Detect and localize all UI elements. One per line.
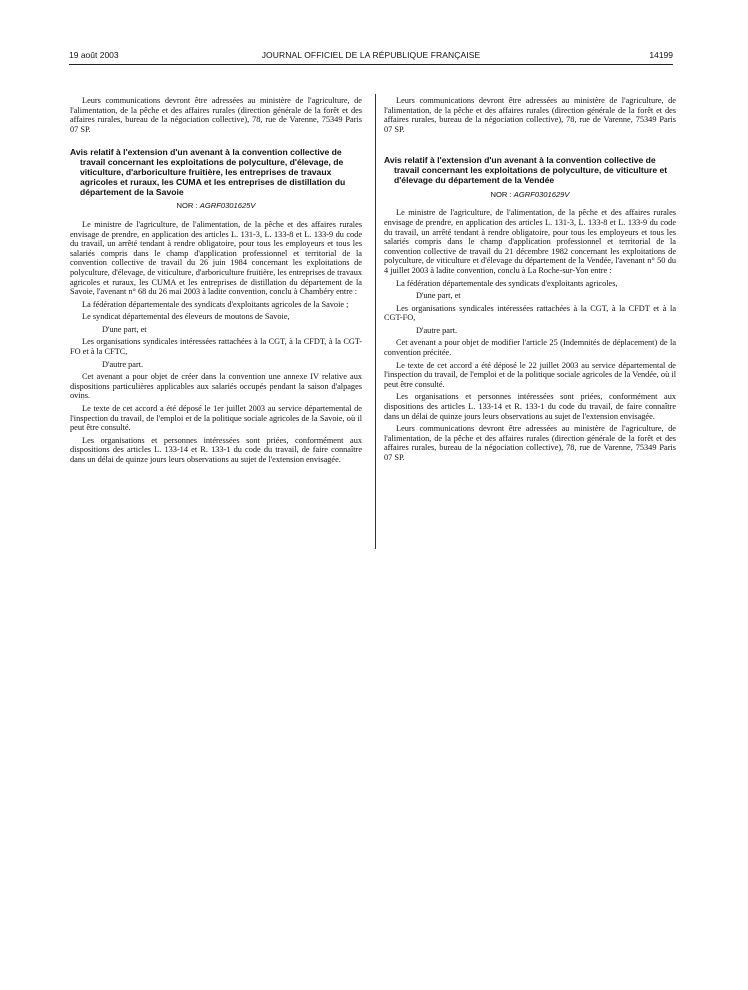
column-divider	[375, 94, 376, 549]
right-paragraph: Cet avenant a pour objet de modifier l'article 25 (Indemnités de déplacement) de la convention précitée.	[384, 338, 676, 358]
left-paragraph: Cet avenant a pour objet de créer dans la convention une annexe IV relative aux dispositions particulières applicables aux salariés occupés pendant la saison d'alpages ovins.	[70, 372, 362, 401]
right-nor-code: AGRF0301629V	[513, 189, 570, 199]
right-paragraph: Leurs communications devront être adressées au ministère de l'agriculture, de l'alimentation, de la pêche et des affaires rurales (direction générale de la forêt et des affaires rurales, bureau de la négociation collective), 78, rue de Varenne, 75349 Paris 07 SP.	[384, 424, 676, 463]
left-paragraph: La fédération départementale des syndicats d'exploitants agricoles de la Savoie ;	[82, 299, 349, 309]
left-nor-label: NOR :	[176, 201, 198, 211]
right-paragraph: Le ministre de l'agriculture, de l'alimentation, de la pêche et des affaires rurales envisage de prendre, en application des articles L. 131-3, L. 133-8 et L. 133-9 du code du travail, un arrêté tendant à rendre obligatoire, pour tous les employeurs et tous les salariés compris dans le champ d'application professionnel et territorial de la convention collective de travail du 21 décembre 1982 concernant les exploitations de polyculture, de viticulture et d'élevage du département de la Vendée, l'avenant n° 50 du 4 juillet 2003 à ladite convention, conclu à La Roche-sur-Yon entre :	[384, 208, 676, 275]
right-paragraph: Les organisations syndicales intéressées rattachées à la CGT, à la CFDT et à la CGT-FO,	[384, 303, 676, 323]
right-column	[384, 96, 676, 466]
right-nor-label: NOR :	[490, 189, 512, 199]
left-nor-reference	[70, 201, 362, 211]
right-notice-title: Avis relatif à l'extension d'un avenant à la convention collective de travail concernant les exploitations de polyculture, de viticulture et d'élevage du département de la Vendée	[384, 155, 668, 185]
journal-title: JOURNAL OFFICIEL DE LA RÉPUBLIQUE FRANÇAISE	[261, 50, 481, 60]
left-paragraph: Le texte de cet accord a été déposé le 1er juillet 2003 au service départemental de l'inspection du travail, de l'emploi et de la politique sociale agricoles de la Savoie, où il peut être consulté.	[70, 404, 362, 433]
page-header	[69, 50, 673, 65]
right-paragraph: D'une part, et	[416, 291, 461, 301]
header-date: 19 août 2003	[69, 50, 119, 60]
left-intro-paragraph: Leurs communications devront être adressées au ministère de l'agriculture, de l'alimentation, de la pêche et des affaires rurales (direction générale de la forêt et des affaires rurales, bureau de la négociation collective), 78, rue de Varenne, 75349 Paris 07 SP.	[70, 96, 362, 134]
left-paragraph: Les organisations syndicales intéressées rattachées à la CGT, à la CFDT, à la CGT-FO et à la CFTC,	[70, 337, 362, 357]
right-paragraph: Le texte de cet accord a été déposé le 22 juillet 2003 au service départemental de l'inspection du travail, de l'emploi et de la politique sociale agricoles de la Vendée, où il peut être consulté.	[384, 360, 676, 389]
right-nor-reference	[384, 190, 676, 200]
left-paragraph: Les organisations et personnes intéressées sont priées, conformément aux dispositions des articles L. 133-14 et R. 133-1 du code du travail, de faire connaître dans un délai de quinze jours leurs observations au sujet de l'extension envisagée.	[70, 435, 362, 465]
left-paragraph: Le syndicat départemental des éleveurs de moutons de Savoie,	[82, 312, 290, 322]
left-notice-title: Avis relatif à l'extension d'un avenant à la convention collective de travail concernant les exploitations de polyculture, d'élevage, de viticulture, d'arboriculture fruitière, les entreprises de travaux agricoles et ruraux, les CUMA et les entreprises de distillation du département de la Savoie	[70, 147, 346, 197]
left-column	[70, 96, 362, 468]
left-paragraph: Le ministre de l'agriculture, de l'alimentation, de la pêche et des affaires rurales envisage de prendre, en application des articles L. 131-3, L. 133-8 et L. 133-9 du code du travail, un arrêté tendant à rendre obligatoire, pour tous les employeurs et tous les salariés compris dans le champ d'application professionnel et territorial de la convention collective de travail du 26 juin 1984 concernant les exploitations de polyculture, d'élevage, de viticulture, d'arboriculture fruitière, les entreprises de travaux agricoles et ruraux, les CUMA et les entreprises de distillation du département de la Savoie, l'avenant n° 68 du 26 mai 2003 à ladite convention, conclu à Chambéry entre :	[70, 219, 362, 297]
right-paragraph: D'autre part.	[416, 325, 458, 335]
right-intro-paragraph: Leurs communications devront être adressées au ministère de l'agriculture, de l'alimentation, de la pêche et des affaires rurales (direction générale de la forêt et des affaires rurales, bureau de la négociation collective), 78, rue de Varenne, 75349 Paris 07 SP.	[384, 96, 676, 134]
left-paragraph: D'autre part.	[102, 359, 144, 369]
right-paragraph: La fédération départementale des syndicats d'exploitants agricoles,	[396, 278, 618, 288]
right-paragraph: Les organisations et personnes intéressées sont priées, conformément aux dispositions des articles L. 133-14 et R. 133-1 du code du travail, de faire connaître dans un délai de quinze jours leurs observations au sujet de l'extension envisagée.	[384, 392, 676, 421]
left-nor-code: AGRF0301625V	[199, 201, 256, 211]
left-paragraph: D'une part, et	[102, 324, 147, 334]
page-number: 14199	[649, 50, 673, 60]
